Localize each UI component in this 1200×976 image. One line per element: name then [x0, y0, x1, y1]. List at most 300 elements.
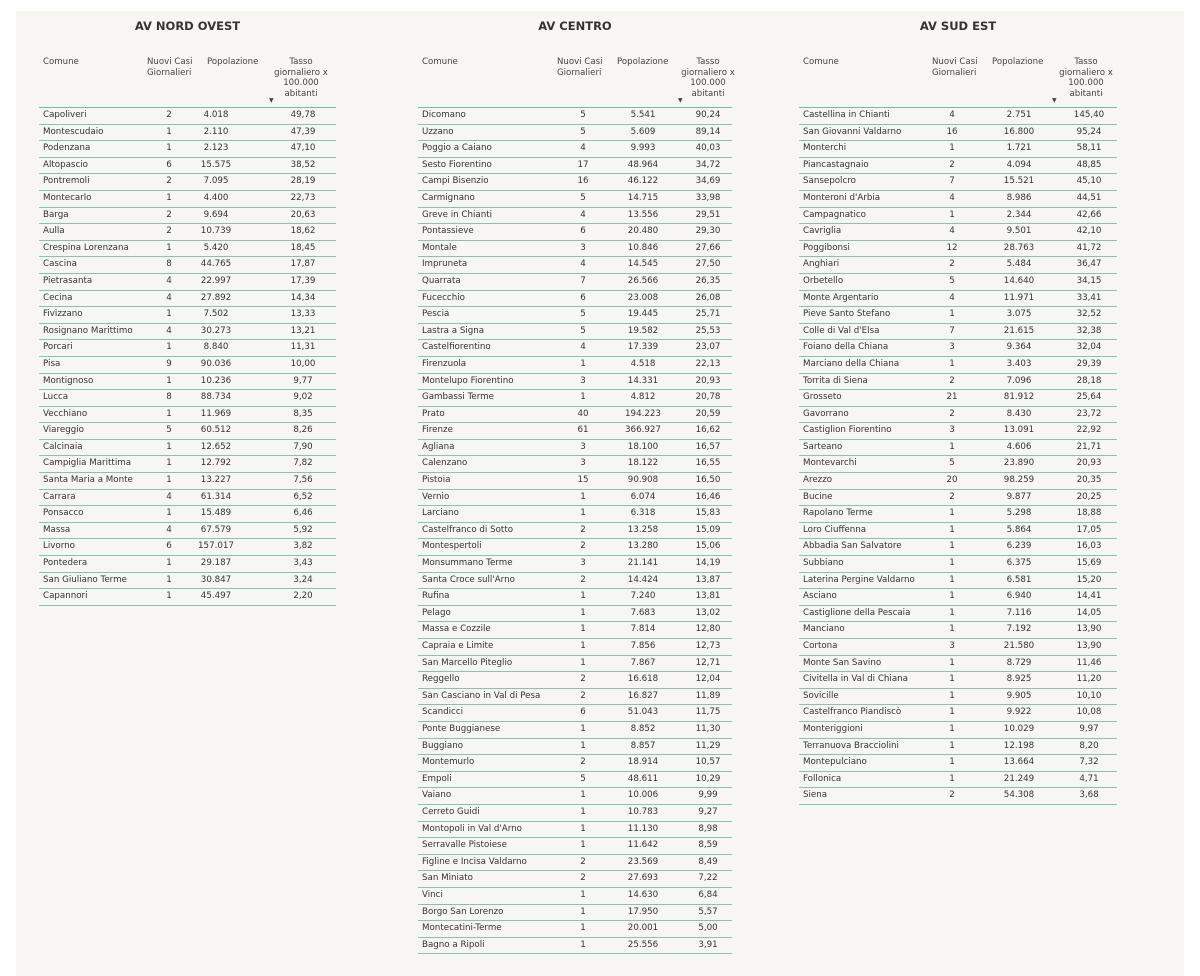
cell-comune: Impruneta: [422, 259, 468, 270]
cell-popolazione: 6.581: [1006, 574, 1032, 585]
cell-nuovi-casi: 1: [580, 806, 586, 817]
cell-nuovi-casi: 1: [166, 242, 172, 253]
cell-nuovi-casi: 4: [166, 275, 172, 286]
col-popolazione-header[interactable]: Popolazione: [617, 57, 669, 67]
cell-popolazione: 4.518: [630, 358, 656, 369]
table-header: [799, 41, 1117, 108]
cell-comune: Arezzo: [803, 475, 833, 486]
cell-comune: Castiglion Fiorentino: [803, 425, 892, 436]
cell-popolazione: 2.110: [203, 126, 229, 137]
cell-popolazione: 5.864: [1006, 524, 1032, 535]
cell-nuovi-casi: 3: [580, 458, 586, 469]
cell-popolazione: 3.403: [1006, 358, 1032, 369]
cell-popolazione: 10.236: [200, 375, 232, 386]
cell-tasso: 3,68: [1079, 790, 1099, 801]
cell-nuovi-casi: 1: [949, 757, 955, 768]
cell-nuovi-casi: 1: [580, 823, 586, 834]
cell-nuovi-casi: 6: [580, 707, 586, 718]
table-row: [39, 456, 336, 473]
cell-comune: Lastra a Signa: [422, 325, 485, 336]
cell-comune: Lucca: [43, 392, 69, 403]
table-row: [418, 291, 732, 308]
cell-nuovi-casi: 6: [580, 226, 586, 237]
table-row: [799, 672, 1117, 689]
cell-popolazione: 28.763: [1003, 242, 1035, 253]
cell-nuovi-casi: 3: [580, 375, 586, 386]
cell-popolazione: 6.318: [630, 508, 656, 519]
cell-nuovi-casi: 1: [580, 591, 586, 602]
cell-nuovi-casi: 1: [949, 657, 955, 668]
cell-popolazione: 6.375: [1006, 558, 1032, 569]
cell-tasso: 17,05: [1076, 524, 1102, 535]
cell-nuovi-casi: 5: [580, 309, 586, 320]
cell-tasso: 7,90: [293, 441, 313, 452]
cell-popolazione: 60.512: [200, 425, 232, 436]
cell-comune: Rufina: [422, 591, 450, 602]
cell-popolazione: 4.094: [1006, 159, 1032, 170]
cell-comune: Capannori: [43, 591, 88, 602]
cell-popolazione: 14.545: [627, 259, 659, 270]
cell-popolazione: 90.036: [200, 358, 232, 369]
cell-popolazione: 20.480: [627, 226, 659, 237]
cell-comune: Castiglione della Pescaia: [803, 607, 911, 618]
cell-comune: Pisa: [43, 358, 61, 369]
cell-comune: Scandicci: [422, 707, 464, 718]
col-popolazione-header[interactable]: Popolazione: [992, 57, 1044, 67]
cell-popolazione: 13.556: [627, 209, 659, 220]
cell-nuovi-casi: 2: [166, 110, 172, 120]
cell-popolazione: 45.497: [200, 591, 232, 602]
cell-comune: Vaiano: [422, 790, 452, 801]
cell-comune: Montespertoli: [422, 541, 482, 552]
cell-tasso: 7,32: [1079, 757, 1099, 768]
table-row: [799, 208, 1117, 225]
cell-comune: Montecatini-Terme: [422, 923, 502, 934]
cell-popolazione: 12.792: [200, 458, 232, 469]
cell-comune: Cascina: [43, 259, 77, 270]
cell-nuovi-casi: 20: [946, 475, 958, 486]
cell-nuovi-casi: 4: [949, 110, 955, 120]
cell-nuovi-casi: 1: [949, 441, 955, 452]
cell-comune: Terranuova Bracciolini: [803, 740, 899, 751]
cell-tasso: 5,92: [293, 524, 313, 535]
table-row: [39, 573, 336, 590]
cell-comune: Asciano: [803, 591, 837, 602]
table-row: [39, 257, 336, 274]
cell-popolazione: 21.615: [1003, 325, 1035, 336]
table-row: [418, 208, 732, 225]
cell-nuovi-casi: 1: [166, 309, 172, 320]
cell-comune: San Giuliano Terme: [43, 574, 127, 585]
cell-comune: Montecarlo: [43, 192, 92, 203]
cell-comune: Cortona: [803, 641, 838, 651]
cell-comune: Capoliveri: [43, 110, 87, 120]
cell-nuovi-casi: 8: [166, 392, 172, 403]
cell-popolazione: 18.100: [627, 441, 659, 452]
cell-comune: San Marcello Piteglio: [422, 657, 513, 668]
cell-popolazione: 3.075: [1006, 309, 1032, 320]
cell-nuovi-casi: 5: [580, 773, 586, 784]
cell-tasso: 10,08: [1076, 707, 1102, 718]
cell-popolazione: 23.569: [627, 856, 659, 867]
cell-popolazione: 17.339: [627, 342, 659, 353]
cell-popolazione: 194.223: [625, 408, 661, 419]
table-row: [418, 539, 732, 556]
cell-nuovi-casi: 7: [949, 176, 955, 187]
cell-tasso: 48,85: [1076, 159, 1102, 170]
cell-comune: Loro Ciuffenna: [803, 524, 867, 535]
cell-tasso: 7,82: [293, 458, 313, 469]
cell-nuovi-casi: 1: [949, 541, 955, 552]
cell-popolazione: 88.734: [200, 392, 232, 403]
cell-popolazione: 10.739: [200, 226, 232, 237]
cell-popolazione: 90.908: [627, 475, 659, 486]
cell-tasso: 17,39: [290, 275, 316, 286]
cell-popolazione: 4.018: [203, 110, 229, 120]
cell-tasso: 45,10: [1076, 176, 1102, 187]
cell-comune: Montelupo Fiorentino: [422, 375, 514, 386]
cell-nuovi-casi: 4: [166, 491, 172, 502]
cell-comune: Monsummano Terme: [422, 558, 513, 569]
table-title: AV SUD EST: [919, 19, 997, 33]
sort-desc-icon[interactable]: ▼: [678, 97, 683, 104]
cell-comune: Sovicille: [803, 690, 839, 701]
table-row: [799, 556, 1117, 573]
table-row: [418, 523, 732, 540]
table-row: [39, 440, 336, 457]
table-row: [799, 440, 1117, 457]
cell-comune: Uzzano: [422, 126, 454, 137]
cell-tasso: 8,98: [698, 823, 718, 834]
cell-popolazione: 4.606: [1006, 441, 1032, 452]
table-row: [799, 191, 1117, 208]
table-header: [418, 41, 735, 108]
table-row: [39, 241, 336, 258]
table-row: [418, 108, 732, 125]
cell-popolazione: 22.997: [200, 275, 232, 286]
cell-tasso: 9,99: [698, 790, 718, 801]
cell-nuovi-casi: 6: [166, 541, 172, 552]
cell-tasso: 25,71: [695, 309, 721, 320]
cell-popolazione: 9.993: [630, 143, 656, 154]
cell-tasso: 90,24: [695, 110, 721, 120]
table-body: [39, 108, 336, 606]
cell-nuovi-casi: 1: [166, 408, 172, 419]
cell-tasso: 10,29: [695, 773, 721, 784]
cell-comune: Abbadia San Salvatore: [803, 541, 902, 552]
cell-comune: Vecchiano: [43, 408, 88, 419]
cell-tasso: 41,72: [1076, 242, 1102, 253]
table-row: [39, 141, 336, 158]
col-comune-header[interactable]: Comune: [422, 57, 458, 67]
table-row: [799, 606, 1117, 623]
table-row: [799, 257, 1117, 274]
cell-tasso: 14,41: [1076, 591, 1102, 602]
cell-popolazione: 14.331: [627, 375, 659, 386]
cell-comune: Orbetello: [803, 275, 844, 286]
cell-comune: Marciano della Chiana: [803, 358, 900, 369]
table-title: AV CENTRO: [538, 19, 612, 33]
cell-nuovi-casi: 2: [580, 690, 586, 701]
cell-popolazione: 17.950: [627, 906, 659, 917]
cell-tasso: 28,18: [1076, 375, 1102, 386]
table-row: [418, 423, 732, 440]
cell-comune: San Miniato: [422, 873, 473, 884]
cell-nuovi-casi: 17: [577, 159, 589, 170]
cell-nuovi-casi: 1: [166, 342, 172, 353]
cell-nuovi-casi: 1: [949, 508, 955, 519]
cell-nuovi-casi: 7: [949, 325, 955, 336]
table-row: [39, 506, 336, 523]
cell-comune: Montale: [422, 242, 457, 253]
cell-comune: Sesto Fiorentino: [422, 159, 492, 170]
cell-nuovi-casi: 5: [580, 325, 586, 336]
cell-tasso: 17,87: [290, 259, 316, 270]
cell-popolazione: 81.912: [1003, 392, 1035, 403]
cell-tasso: 58,11: [1076, 143, 1102, 154]
cell-comune: Pistoia: [422, 475, 451, 486]
cell-popolazione: 157.017: [198, 541, 234, 552]
cell-popolazione: 9.905: [1006, 690, 1032, 701]
cell-popolazione: 9.694: [203, 209, 229, 220]
table-row: [39, 490, 336, 507]
cell-comune: Empoli: [422, 773, 452, 784]
cell-popolazione: 8.925: [1006, 674, 1032, 685]
cell-comune: Sarteano: [803, 441, 843, 452]
cell-popolazione: 5.420: [203, 242, 229, 253]
cell-popolazione: 15.489: [200, 508, 232, 519]
cell-nuovi-casi: 1: [949, 574, 955, 585]
table-row: [39, 390, 336, 407]
cell-nuovi-casi: 4: [166, 325, 172, 336]
cell-popolazione: 10.029: [1003, 723, 1035, 734]
table-row: [39, 224, 336, 241]
cell-popolazione: 14.424: [627, 574, 659, 585]
cell-popolazione: 13.664: [1003, 757, 1035, 768]
table-row: [418, 805, 732, 822]
cell-comune: Barga: [43, 209, 69, 220]
cell-tasso: 20,93: [695, 375, 721, 386]
cell-nuovi-casi: 16: [946, 126, 958, 137]
cell-comune: Podenzana: [43, 143, 91, 154]
cell-tasso: 13,81: [695, 591, 721, 602]
cell-popolazione: 13.227: [200, 475, 232, 486]
table-row: [39, 407, 336, 424]
table-row: [418, 141, 732, 158]
cell-nuovi-casi: 8: [166, 259, 172, 270]
table-title: AV NORD OVEST: [134, 19, 241, 33]
cell-tasso: 16,55: [695, 458, 721, 469]
cell-comune: Vernio: [422, 491, 450, 502]
cell-comune: Monte San Savino: [803, 657, 882, 668]
cell-popolazione: 9.877: [1006, 491, 1032, 502]
cell-tasso: 145,40: [1073, 110, 1105, 120]
table-row: [799, 722, 1117, 739]
cell-tasso: 42,66: [1076, 209, 1102, 220]
cell-nuovi-casi: 1: [580, 889, 586, 900]
cell-popolazione: 5.298: [1006, 508, 1032, 519]
cell-nuovi-casi: 2: [580, 541, 586, 552]
table-row: [418, 888, 732, 905]
cell-tasso: 26,35: [695, 275, 721, 286]
cell-popolazione: 5.484: [1006, 259, 1032, 270]
cell-nuovi-casi: 1: [949, 309, 955, 320]
cell-popolazione: 30.847: [200, 574, 232, 585]
cell-comune: Castelfranco di Sotto: [422, 524, 514, 535]
table-row: [799, 274, 1117, 291]
cell-popolazione: 10.783: [627, 806, 659, 817]
cell-nuovi-casi: 1: [580, 840, 586, 851]
cell-popolazione: 14.630: [627, 889, 659, 900]
table-row: [799, 224, 1117, 241]
cell-nuovi-casi: 40: [577, 408, 589, 419]
col-nuovi-casi-header[interactable]: Nuovi Casi Giornalieri: [557, 57, 603, 78]
cell-comune: San Casciano in Val di Pesa: [422, 690, 541, 701]
col-tasso-header[interactable]: Tasso giornaliero x 100.000 abitanti: [1059, 57, 1113, 99]
table-row: [39, 473, 336, 490]
cell-tasso: 6,52: [293, 491, 313, 502]
cell-nuovi-casi: 2: [580, 757, 586, 768]
cell-comune: Campi Bisenzio: [422, 176, 489, 187]
cell-popolazione: 21.580: [1003, 641, 1035, 651]
col-tasso-header[interactable]: Tasso giornaliero x 100.000 abitanti: [681, 57, 735, 99]
table-row: [39, 340, 336, 357]
cell-popolazione: 14.640: [1003, 275, 1035, 286]
cell-nuovi-casi: 1: [580, 740, 586, 751]
cell-tasso: 15,06: [695, 541, 721, 552]
cell-nuovi-casi: 12: [946, 242, 958, 253]
cell-popolazione: 7.240: [630, 591, 656, 602]
cell-tasso: 9,02: [293, 392, 313, 403]
table-row: [799, 656, 1117, 673]
cell-popolazione: 19.582: [627, 325, 659, 336]
cell-tasso: 40,03: [695, 143, 721, 154]
cell-nuovi-casi: 4: [166, 292, 172, 303]
cell-tasso: 28,19: [290, 176, 316, 187]
report-panel: [16, 11, 1184, 976]
cell-tasso: 23,07: [695, 342, 721, 353]
cell-comune: Poggio a Caiano: [422, 143, 492, 154]
cell-popolazione: 7.095: [203, 176, 229, 187]
table-row: [799, 108, 1117, 125]
col-popolazione-header[interactable]: Popolazione: [207, 57, 259, 67]
cell-comune: Pontremoli: [43, 176, 90, 187]
cell-tasso: 20,63: [290, 209, 316, 220]
cell-comune: Montevarchi: [803, 458, 857, 469]
cell-tasso: 16,57: [695, 441, 721, 452]
cell-nuovi-casi: 1: [949, 143, 955, 154]
col-nuovi-casi-header[interactable]: Nuovi Casi Giornalieri: [147, 57, 193, 78]
cell-tasso: 42,10: [1076, 226, 1102, 237]
table-row: [39, 291, 336, 308]
cell-popolazione: 9.922: [1006, 707, 1032, 718]
table-row: [418, 639, 732, 656]
cell-popolazione: 18.914: [627, 757, 659, 768]
table-row: [418, 357, 732, 374]
cell-comune: Serravalle Pistoiese: [422, 840, 507, 851]
cell-popolazione: 11.130: [627, 823, 659, 834]
cell-tasso: 20,78: [695, 392, 721, 403]
table-row: [418, 689, 732, 706]
cell-nuovi-casi: 7: [580, 275, 586, 286]
cell-popolazione: 7.116: [1006, 607, 1032, 618]
cell-nuovi-casi: 1: [949, 209, 955, 220]
cell-comune: Pescia: [422, 309, 450, 320]
table-row: [799, 158, 1117, 175]
table-header: [39, 41, 336, 108]
table-row: [418, 921, 732, 938]
sort-desc-icon[interactable]: ▼: [1052, 97, 1057, 104]
table-row: [418, 473, 732, 490]
cell-nuovi-casi: 2: [949, 408, 955, 419]
cell-nuovi-casi: 1: [949, 707, 955, 718]
cell-tasso: 18,62: [290, 226, 316, 237]
cell-tasso: 33,98: [695, 192, 721, 203]
cell-comune: Poggibonsi: [803, 242, 850, 253]
table-row: [799, 506, 1117, 523]
table-row: [418, 274, 732, 291]
cell-nuovi-casi: 16: [577, 176, 589, 187]
cell-popolazione: 11.971: [1003, 292, 1035, 303]
table-row: [418, 374, 732, 391]
cell-comune: Foiano della Chiana: [803, 342, 889, 353]
cell-popolazione: 13.258: [627, 524, 659, 535]
cell-nuovi-casi: 3: [580, 242, 586, 253]
cell-nuovi-casi: 2: [580, 856, 586, 867]
col-nuovi-casi-header[interactable]: Nuovi Casi Giornalieri: [932, 57, 978, 78]
cell-popolazione: 15.575: [200, 159, 232, 170]
cell-tasso: 33,41: [1076, 292, 1102, 303]
cell-popolazione: 4.400: [203, 192, 229, 203]
cell-comune: Monteroni d'Arbia: [803, 192, 881, 203]
cell-tasso: 15,83: [695, 508, 721, 519]
cell-popolazione: 8.840: [203, 342, 229, 353]
col-tasso-header[interactable]: Tasso giornaliero x 100.000 abitanti: [274, 57, 328, 99]
table-row: [799, 125, 1117, 142]
cell-nuovi-casi: 2: [580, 873, 586, 884]
col-comune-header[interactable]: Comune: [803, 57, 839, 67]
col-comune-header[interactable]: Comune: [43, 57, 79, 67]
cell-nuovi-casi: 4: [949, 226, 955, 237]
cell-nuovi-casi: 1: [580, 657, 586, 668]
table-row: [418, 656, 732, 673]
cell-tasso: 22,73: [290, 192, 316, 203]
cell-popolazione: 48.964: [627, 159, 659, 170]
table-row: [799, 407, 1117, 424]
table-row: [418, 722, 732, 739]
cell-tasso: 13,02: [695, 607, 721, 618]
table-row: [799, 307, 1117, 324]
table-row: [418, 589, 732, 606]
cell-nuovi-casi: 1: [166, 126, 172, 137]
cell-popolazione: 8.986: [1006, 192, 1032, 203]
cell-tasso: 16,50: [695, 475, 721, 486]
cell-popolazione: 366.927: [625, 425, 661, 436]
cell-tasso: 10,57: [695, 757, 721, 768]
cell-nuovi-casi: 1: [580, 641, 586, 651]
cell-popolazione: 2.344: [1006, 209, 1032, 220]
sort-desc-icon[interactable]: ▼: [269, 97, 274, 104]
cell-tasso: 6,46: [293, 508, 313, 519]
cell-popolazione: 8.729: [1006, 657, 1032, 668]
cell-nuovi-casi: 4: [580, 342, 586, 353]
cell-popolazione: 9.364: [1006, 342, 1032, 353]
cell-popolazione: 11.969: [200, 408, 232, 419]
cell-comune: Pelago: [422, 607, 451, 618]
cell-nuovi-casi: 1: [580, 508, 586, 519]
table-row: [799, 174, 1117, 191]
table-row: [418, 705, 732, 722]
